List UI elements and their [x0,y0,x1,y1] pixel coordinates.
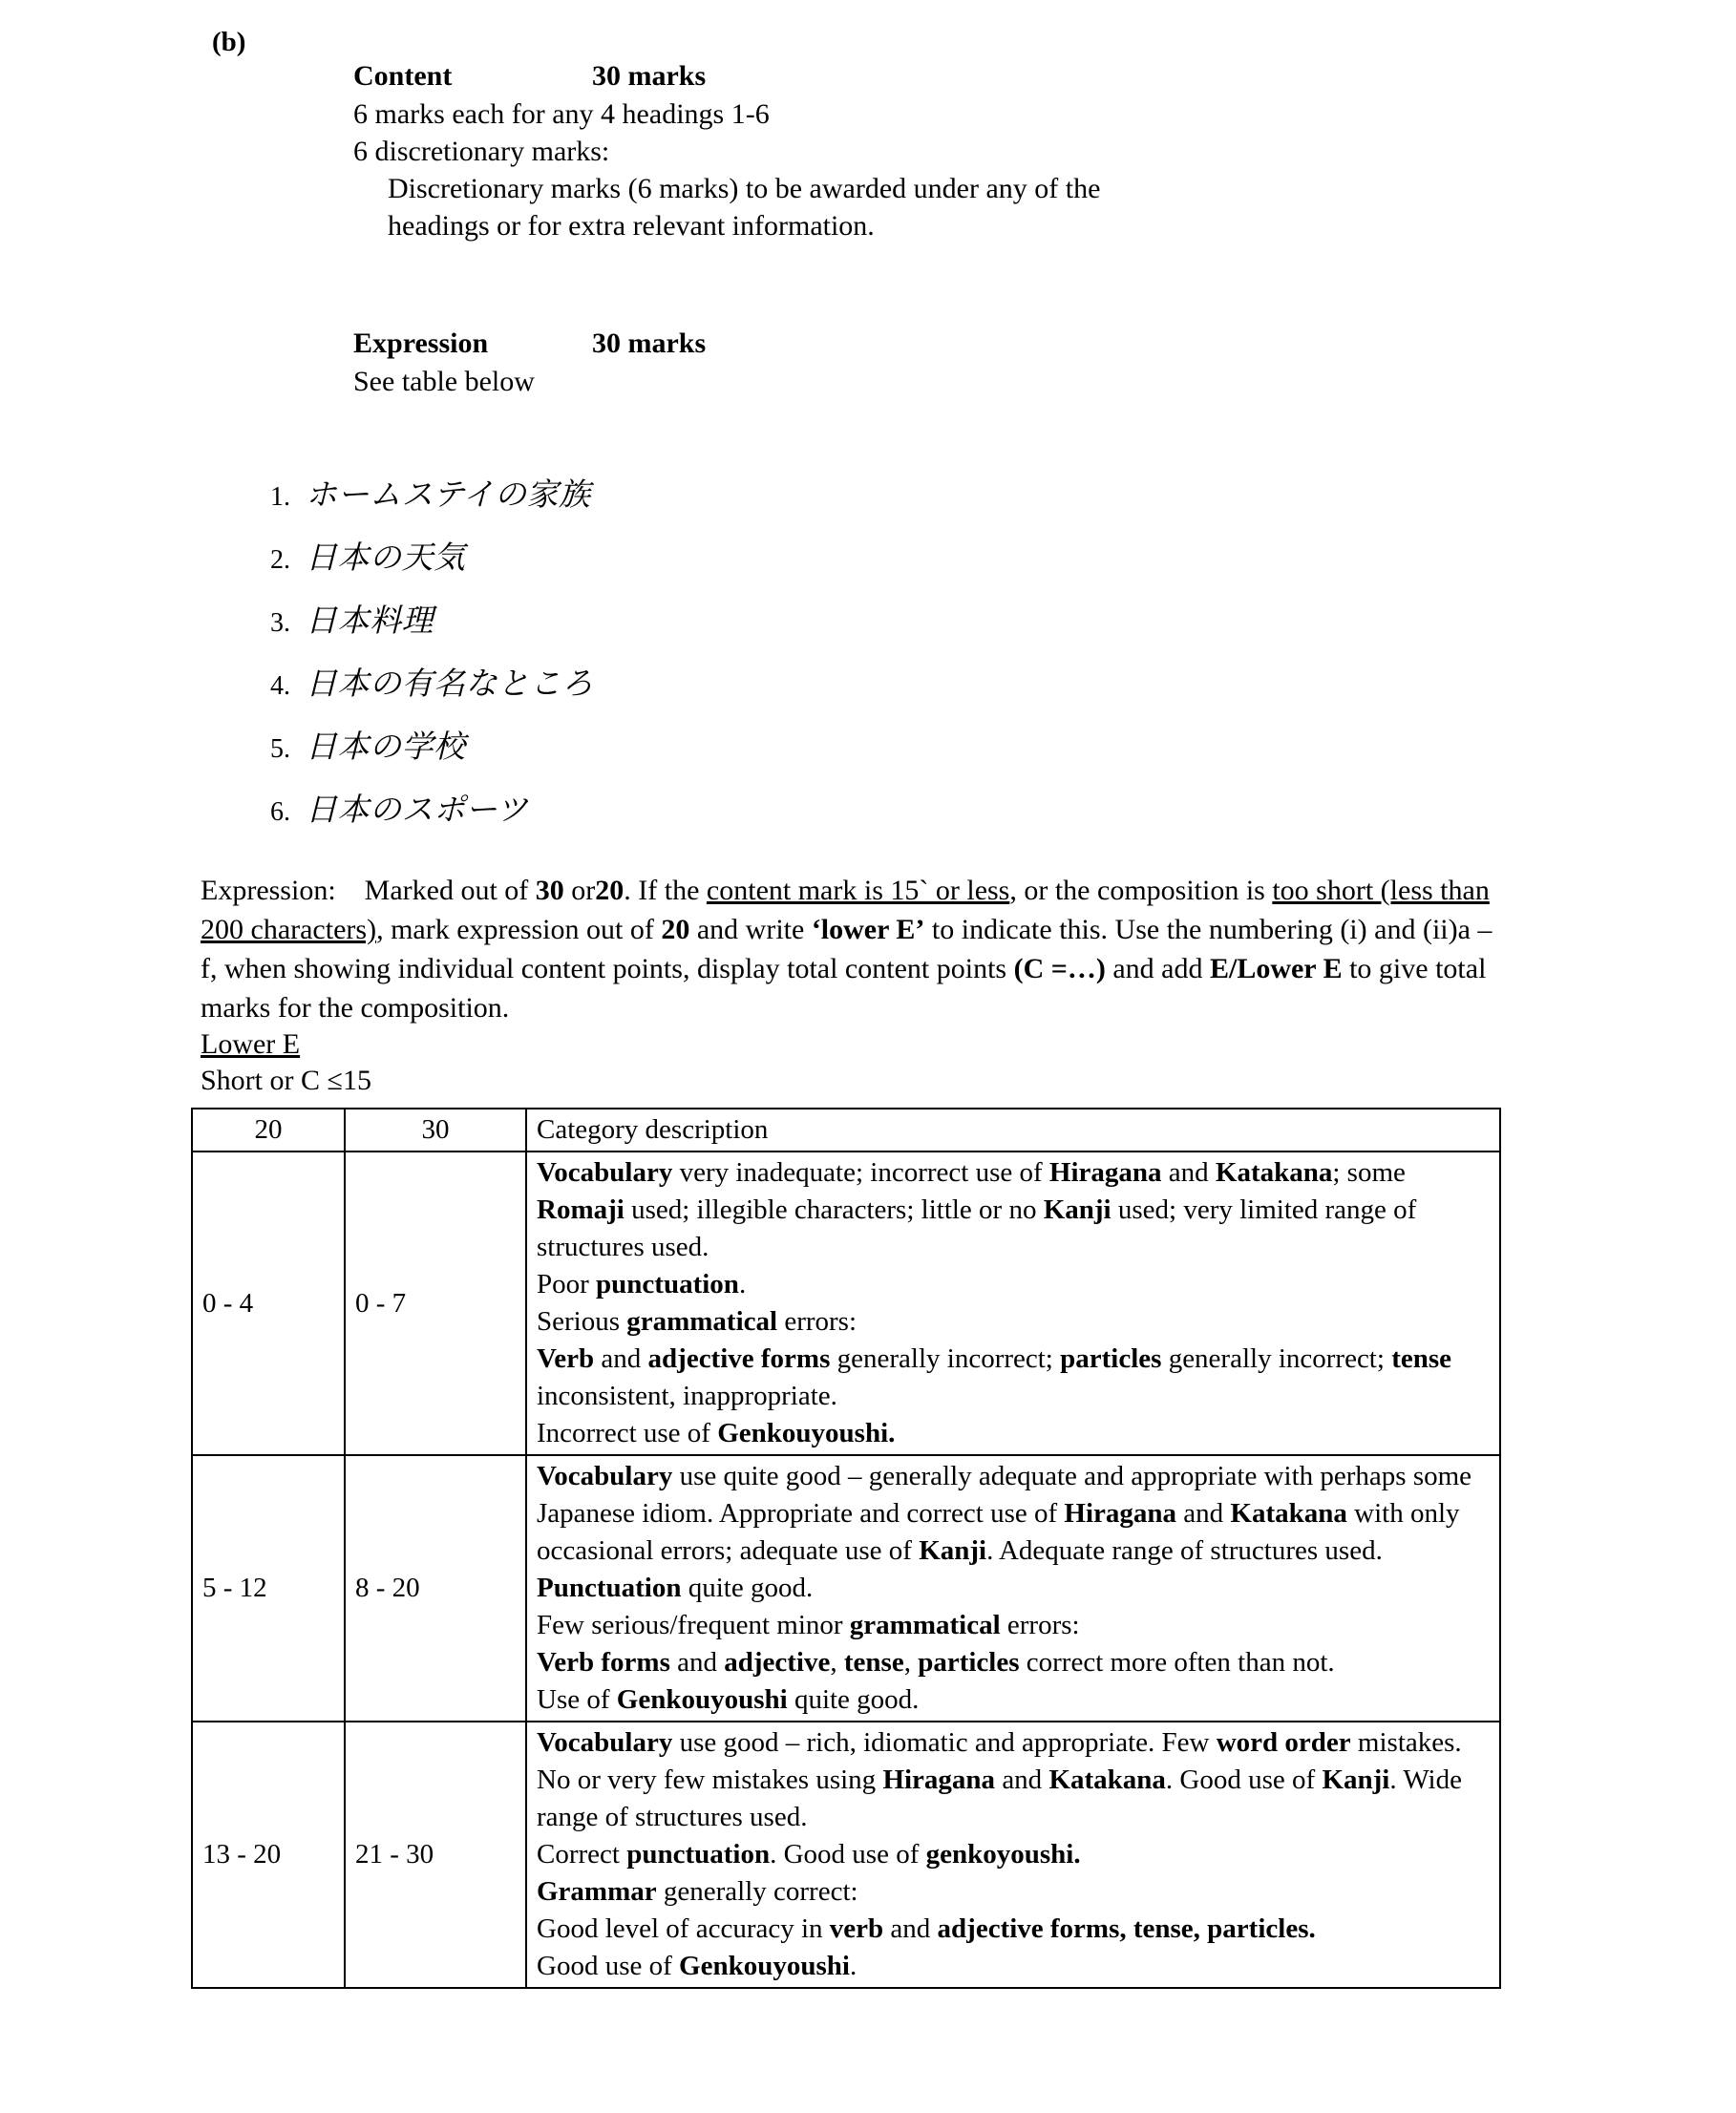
description-text: and [594,1343,648,1374]
list-item-number: 5. [270,734,290,764]
description-line [537,1415,1499,1452]
expr-seg-3: . If the [624,875,707,906]
description-text: correct more often than not. [1019,1647,1335,1678]
description-text: generally incorrect; [1161,1343,1392,1374]
description-line [537,1341,1499,1415]
expr-underline-content-mark: content mark is 15` or less [706,875,1010,906]
content-line-4: headings or for extra relevant information. [388,210,875,242]
list-item-label: 日本のスポーツ [306,791,529,828]
description-line [537,1154,1499,1266]
list-item [246,533,594,596]
rubric-table [191,1108,1501,1989]
part-label: (b) [212,27,246,57]
description-line [537,1266,1499,1303]
description-text: Good level of accuracy in [537,1913,830,1944]
description-text: use good – rich, idiomatic and appropriate. Few [672,1727,1217,1758]
content-section [353,57,1100,244]
description-text: quite good. [787,1684,920,1715]
description-line [537,1681,1499,1719]
cell-marks-30: 0 - 7 [345,1152,526,1455]
expr-seg-5: , mark expression out of [376,914,662,945]
expression-label: Expression: [201,875,336,906]
list-item [246,596,594,659]
lower-e-label: Lower E [201,1028,301,1060]
expr-seg-6: and write [689,914,812,945]
description-text: generally incorrect; [830,1343,1061,1374]
description-text: Use of [537,1684,617,1715]
description-line [537,1948,1499,1985]
description-text: . [849,1951,857,1981]
description-text: . [738,1269,747,1299]
emphasis-term: word order [1216,1727,1351,1758]
description-text: , [903,1647,919,1678]
emphasis-term: adjective forms, tense, particles. [937,1913,1316,1944]
emphasis-term: Genkouyoushi [616,1684,788,1715]
emphasis-term: Kanji [1043,1194,1111,1225]
emphasis-term: particles [918,1647,1020,1678]
expr-seg-4: , or the composition is [1009,875,1273,906]
description-text: errors: [777,1306,857,1337]
description-line [537,1607,1499,1644]
description-text: quite good. [681,1573,814,1603]
emphasis-term: Genkouyoushi [679,1951,850,1981]
rubric-body [192,1152,1500,1988]
expression-marks: 30 marks [592,328,707,359]
expr-seg-1: Marked out of [364,875,536,906]
list-item [246,470,594,533]
expr-e-lower-e: E/Lower E [1209,953,1343,984]
emphasis-term: grammatical [626,1306,778,1337]
description-text: and [1176,1498,1231,1529]
description-line [537,1873,1499,1911]
list-item [246,722,594,785]
content-marks: 30 marks [592,60,707,92]
description-line [537,1644,1499,1681]
content-line-2: 6 discretionary marks: [353,136,610,167]
emphasis-term: tense [843,1647,904,1678]
emphasis-term: Verb forms [537,1647,670,1678]
description-line [537,1458,1499,1607]
description-text: generally correct: [656,1876,858,1907]
description-text: Incorrect use of [537,1418,718,1448]
list-item-label: 日本の天気 [306,539,466,576]
emphasis-term: Hiragana [882,1764,996,1795]
cell-marks-20: 13 - 20 [192,1722,345,1988]
description-text: used; illegible characters; little or no [624,1194,1044,1225]
description-text: and [995,1764,1049,1795]
description-text: . Adequate range of structures used. [986,1535,1383,1566]
emphasis-term: punctuation [596,1269,739,1299]
emphasis-term: tense [1391,1343,1452,1374]
table-row [192,1152,1500,1455]
description-line [537,1303,1499,1341]
description-text: inconsistent, inappropriate. [537,1381,837,1411]
header-col-20: 20 [192,1109,345,1152]
emphasis-term: adjective [724,1647,831,1678]
emphasis-term: Genkouyoushi. [717,1418,896,1448]
list-item-label: 日本の学校 [306,728,466,765]
expr-mark-20a: 20 [595,875,625,906]
list-item-number: 6. [270,797,290,827]
expr-seg-9: to give total marks for the composition. [201,953,1487,1024]
expression-heading-row [353,325,706,363]
emphasis-term: Punctuation [537,1573,682,1603]
cell-category-description [526,1455,1500,1722]
description-text: and [669,1647,725,1678]
list-item-number: 2. [270,545,290,575]
emphasis-term: Romaji [537,1194,625,1225]
emphasis-term: Vocabulary [537,1727,673,1758]
description-text: used; very limited range of structures used. [537,1194,1417,1262]
table-header-row [192,1109,1500,1152]
topic-list [246,470,594,848]
table-row [192,1455,1500,1722]
cell-marks-20: 0 - 4 [192,1152,345,1455]
emphasis-term: Grammar [537,1876,657,1907]
description-text: . Good use of [1165,1764,1323,1795]
expression-heading: Expression [353,328,489,359]
expr-seg-7: to indicate this. Use the numbering (i) and (ii)a –f, when showing individual content points, display total content points [201,914,1493,984]
emphasis-term: Verb [537,1343,595,1374]
list-item-label: ホームステイの家族 [306,475,591,513]
expression-paragraph [201,871,1499,1027]
emphasis-term: Vocabulary [537,1461,673,1491]
emphasis-term: genkoyoushi. [925,1839,1081,1870]
cell-marks-30: 21 - 30 [345,1722,526,1988]
table-row [192,1722,1500,1988]
content-line-1: 6 marks each for any 4 headings 1-6 [353,98,770,130]
cell-marks-30: 8 - 20 [345,1455,526,1722]
expr-mark-20b: 20 [661,914,690,945]
expr-seg-2: or [563,875,596,906]
description-text: Few serious/frequent minor [537,1610,850,1640]
emphasis-term: verb [829,1913,884,1944]
list-item-number: 4. [270,671,290,701]
list-item-label: 日本の有名なところ [306,665,594,702]
cell-category-description [526,1722,1500,1988]
emphasis-term: Kanji [919,1535,987,1566]
description-line [537,1911,1499,1948]
emphasis-term: Katakana [1230,1498,1347,1529]
description-line [537,1836,1499,1873]
list-item-number: 3. [270,608,290,638]
expr-lower-e: ‘lower E’ [811,914,925,945]
content-line-3: Discretionary marks (6 marks) to be awarded under any of the [388,173,1101,204]
emphasis-term: Vocabulary [537,1157,673,1188]
cell-marks-20: 5 - 12 [192,1455,345,1722]
description-text: mistakes. No or very few mistakes using [537,1727,1462,1795]
emphasis-term: Katakana [1215,1157,1333,1188]
emphasis-term: particles [1060,1343,1162,1374]
description-text: ; some [1332,1157,1406,1188]
emphasis-term: Kanji [1322,1764,1390,1795]
header-col-description: Category description [526,1109,1500,1152]
description-text: and [1161,1157,1216,1188]
expression-line-1: See table below [353,366,535,397]
description-text: . Wide range of structures used. [537,1764,1462,1832]
description-text: use quite good – generally adequate and appropriate with perhaps some Japanese idiom. Appropriate and correct use of [537,1461,1472,1529]
expr-underline-too-short: too short (less than 200 characters) [201,875,1490,945]
emphasis-term: grammatical [849,1610,1001,1640]
list-item [246,785,594,848]
description-line [537,1724,1499,1836]
description-text: . Good use of [770,1839,926,1870]
list-item-number: 1. [270,482,290,512]
list-item-label: 日本料理 [306,602,434,639]
description-text: Good use of [537,1951,680,1981]
emphasis-term: punctuation [626,1839,771,1870]
emphasis-term: Katakana [1048,1764,1166,1795]
emphasis-term: Hiragana [1064,1498,1177,1529]
expr-content-total: (C =…) [1013,953,1106,984]
description-text: , [830,1647,844,1678]
description-text: Correct [537,1839,627,1870]
expression-section [353,325,706,400]
header-col-30: 30 [345,1109,526,1152]
emphasis-term: adjective forms [647,1343,831,1374]
description-text: errors: [1000,1610,1080,1640]
description-text: very inadequate; incorrect use of [672,1157,1049,1188]
description-text: with only occasional errors; adequate use of [537,1498,1460,1566]
expr-seg-8: and add [1105,953,1210,984]
list-item [246,659,594,722]
short-or-c-label: Short or C ≤15 [201,1065,371,1096]
cell-category-description [526,1152,1500,1455]
description-text: Poor [537,1269,597,1299]
emphasis-term: Hiragana [1048,1157,1162,1188]
content-heading: Content [353,60,453,92]
description-text: and [883,1913,938,1944]
content-heading-row [353,57,1100,95]
expr-mark-30: 30 [535,875,564,906]
description-text: Serious [537,1306,627,1337]
